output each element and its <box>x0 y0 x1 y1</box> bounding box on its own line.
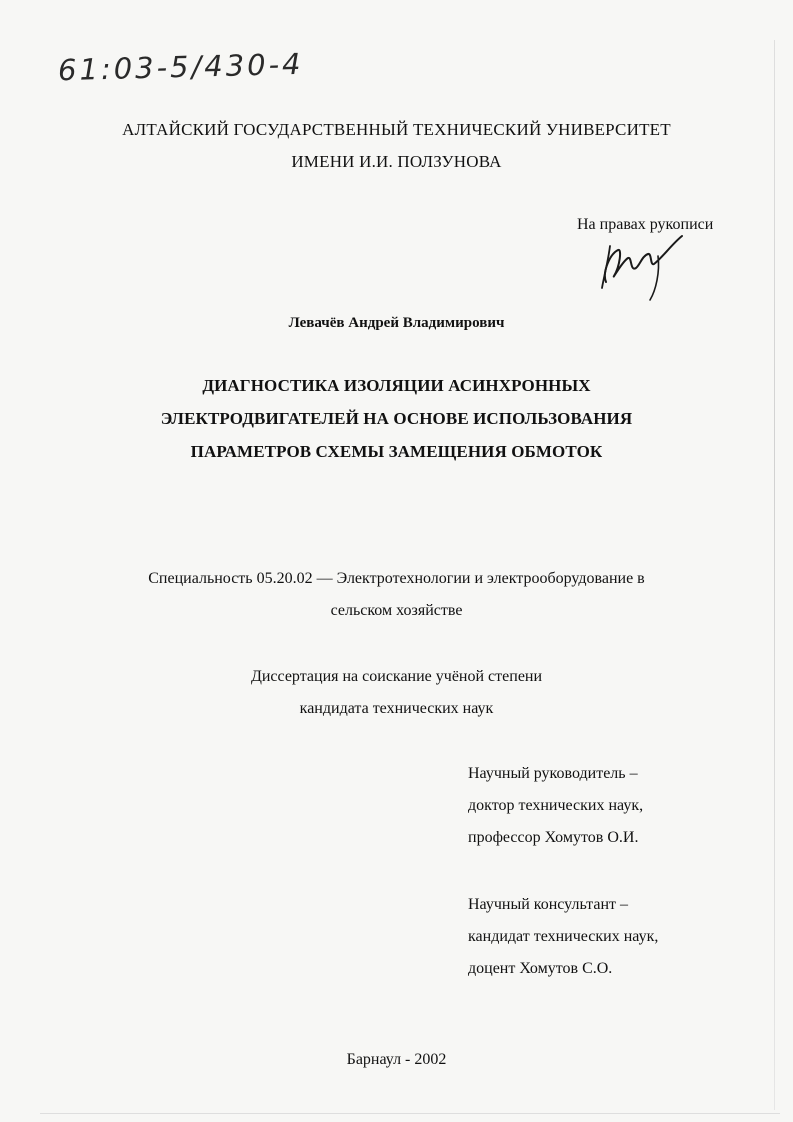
specialty-line-2: сельском хозяйстве <box>330 602 463 619</box>
supervisor-line-3: профессор Хомутов О.И. <box>468 829 639 846</box>
thesis-title-line-3: ПАРАМЕТРОВ СХЕМЫ ЗАМЕЩЕНИЯ ОБМОТОК <box>190 442 603 461</box>
handwritten-catalog-number: 61:03-5/430-4 <box>57 46 304 88</box>
supervisor-line-2: доктор технических наук, <box>468 797 644 814</box>
specialty-line-1: Специальность 05.20.02 — Электротехнологии и электрооборудование в <box>148 570 645 587</box>
thesis-title-line-2: ЭЛЕКТРОДВИГАТЕЛЕЙ НА ОСНОВЕ ИСПОЛЬЗОВАНИЯ <box>160 409 633 428</box>
university-name-line-1: АЛТАЙСКИЙ ГОСУДАРСТВЕННЫЙ ТЕХНИЧЕСКИЙ УНИВЕРСИТЕТ <box>122 120 671 139</box>
consultant-line-1: Научный консультант – <box>468 896 628 913</box>
consultant-line-3: доцент Хомутов С.О. <box>468 960 613 977</box>
handwritten-signature <box>592 232 687 302</box>
university-name-line-2: ИМЕНИ И.И. ПОЛЗУНОВА <box>291 152 502 171</box>
author-name: Левачёв Андрей Владимирович <box>288 315 505 331</box>
dissertation-degree-line-1: Диссертация на соискание учёной степени <box>250 668 543 685</box>
thesis-title-line-1: ДИАГНОСТИКА ИЗОЛЯЦИИ АСИНХРОННЫХ <box>202 376 591 395</box>
rights-notice: На правах рукописи <box>577 216 714 233</box>
consultant-line-2: кандидат технических наук, <box>468 928 659 945</box>
dissertation-degree-line-2: кандидата технических наук <box>299 700 494 717</box>
supervisor-line-1: Научный руководитель – <box>468 765 638 782</box>
scan-edge-bottom-line <box>40 1113 780 1114</box>
city-year: Барнаул - 2002 <box>346 1051 447 1068</box>
